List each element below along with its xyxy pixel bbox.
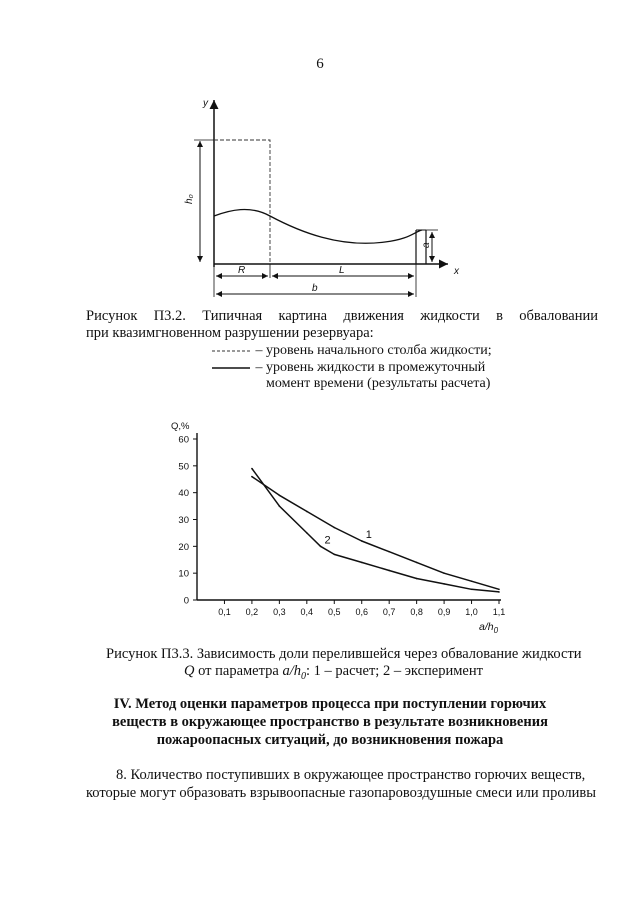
series-label-1: 1 [365, 528, 372, 541]
paragraph-line1: 8. Количество поступивших в окружающее пространство горючих веществ, [116, 767, 586, 783]
figure2-caption-line1: Рисунок П3.3. Зависимость доли перелившейся через обвалование жидкости [106, 646, 582, 662]
data-point [498, 591, 500, 593]
caption-mid: от параметра [194, 663, 283, 679]
section-heading-line3: пожароопасных ситуаций, до возникновения пожара [156, 732, 504, 748]
data-point [251, 468, 253, 470]
y-tick-label: 10 [178, 568, 189, 580]
y-tick-label: 30 [178, 515, 189, 526]
data-point [498, 588, 500, 590]
series-label-2: 2 [324, 534, 331, 547]
caption-end: : 1 – расчет; 2 – эксперимент [305, 663, 483, 679]
legend-continued: момент времени (результаты расчета) [266, 376, 491, 391]
x-axis-label: x [454, 266, 459, 277]
series-line-1 [252, 477, 499, 590]
data-point [251, 476, 253, 478]
legend-solid [212, 360, 485, 376]
data-point [333, 554, 335, 556]
y-tick-label: 0 [183, 595, 189, 607]
paragraph-8 [86, 766, 598, 802]
y-tick-label: 60 [178, 434, 189, 446]
x-tick-label: 0,3 [273, 607, 286, 617]
legend-dashed [212, 343, 492, 359]
x-tick-label: 0,6 [355, 607, 368, 617]
x-tick-label: 1,1 [492, 607, 506, 617]
chart-x-label: $a/h_0$ [479, 621, 499, 635]
y-tick-label: 20 [178, 541, 189, 553]
section-heading-line1: IV. Метод оценки параметров процесса при поступлении горючих [113, 696, 547, 712]
data-point [471, 588, 473, 590]
series-line-2 [252, 469, 499, 592]
figure2-caption-line2 [184, 663, 483, 685]
initial-column-dashed [214, 140, 270, 264]
data-point [388, 551, 390, 553]
data-point [471, 580, 473, 582]
data-point [443, 572, 445, 574]
liquid-level-curve [214, 209, 422, 243]
data-point [361, 562, 363, 564]
y-tick-label: 40 [178, 488, 189, 500]
x-tick-label: 0,2 [245, 607, 259, 617]
x-tick-label: 1,0 [465, 607, 478, 617]
section-heading-line2: веществ в окружающее пространство в результате возникновения [112, 714, 548, 730]
caption-ah: a/h [282, 663, 301, 679]
data-point [361, 540, 363, 542]
data-point [306, 511, 308, 513]
x-tick-label: 0,9 [437, 607, 451, 617]
caption-q: Q [184, 663, 195, 679]
x-tick-label: 0,5 [328, 607, 341, 617]
overflow-chart [160, 420, 520, 635]
data-point [416, 562, 418, 564]
x-tick-label: 0,1 [218, 607, 231, 617]
b-label: b [312, 283, 318, 294]
data-point [279, 495, 281, 497]
data-point [333, 527, 335, 529]
legend-dashed-text: – уровень начального столба жидкости; [255, 343, 492, 358]
legend-solid-text: – уровень жидкости в промежуточный [255, 360, 486, 375]
data-point [320, 546, 322, 548]
y-axis-label: y [203, 98, 208, 109]
figure1-caption-line2: при квазимгновенном разрушении резервуара: [86, 325, 374, 341]
section-heading [100, 695, 560, 749]
data-point [416, 578, 418, 580]
data-point [388, 570, 390, 572]
R-label: R [238, 265, 246, 276]
chart-y-label: Q,% [171, 421, 190, 432]
liquid-motion-diagram [170, 92, 470, 304]
page-number: 6 [316, 56, 324, 72]
caption-sub: 0 [300, 670, 306, 682]
a-label: a [421, 242, 432, 248]
data-point [306, 532, 308, 534]
h0-label: h₀ [184, 194, 195, 204]
y-tick-label: 50 [178, 461, 189, 473]
data-point [443, 583, 445, 585]
x-tick-label: 0,8 [410, 607, 423, 617]
x-tick-label: 0,7 [382, 607, 396, 617]
data-point [279, 505, 281, 507]
L-label: L [339, 265, 345, 276]
paragraph-line2: которые могут образовать взрывоопасные газопаровоздушные смеси или проливы [86, 785, 596, 801]
figure1-caption-line1: Рисунок П3.2. Типичная картина движения жидкости в обваловании [86, 308, 598, 324]
x-tick-label: 0,4 [300, 607, 314, 617]
